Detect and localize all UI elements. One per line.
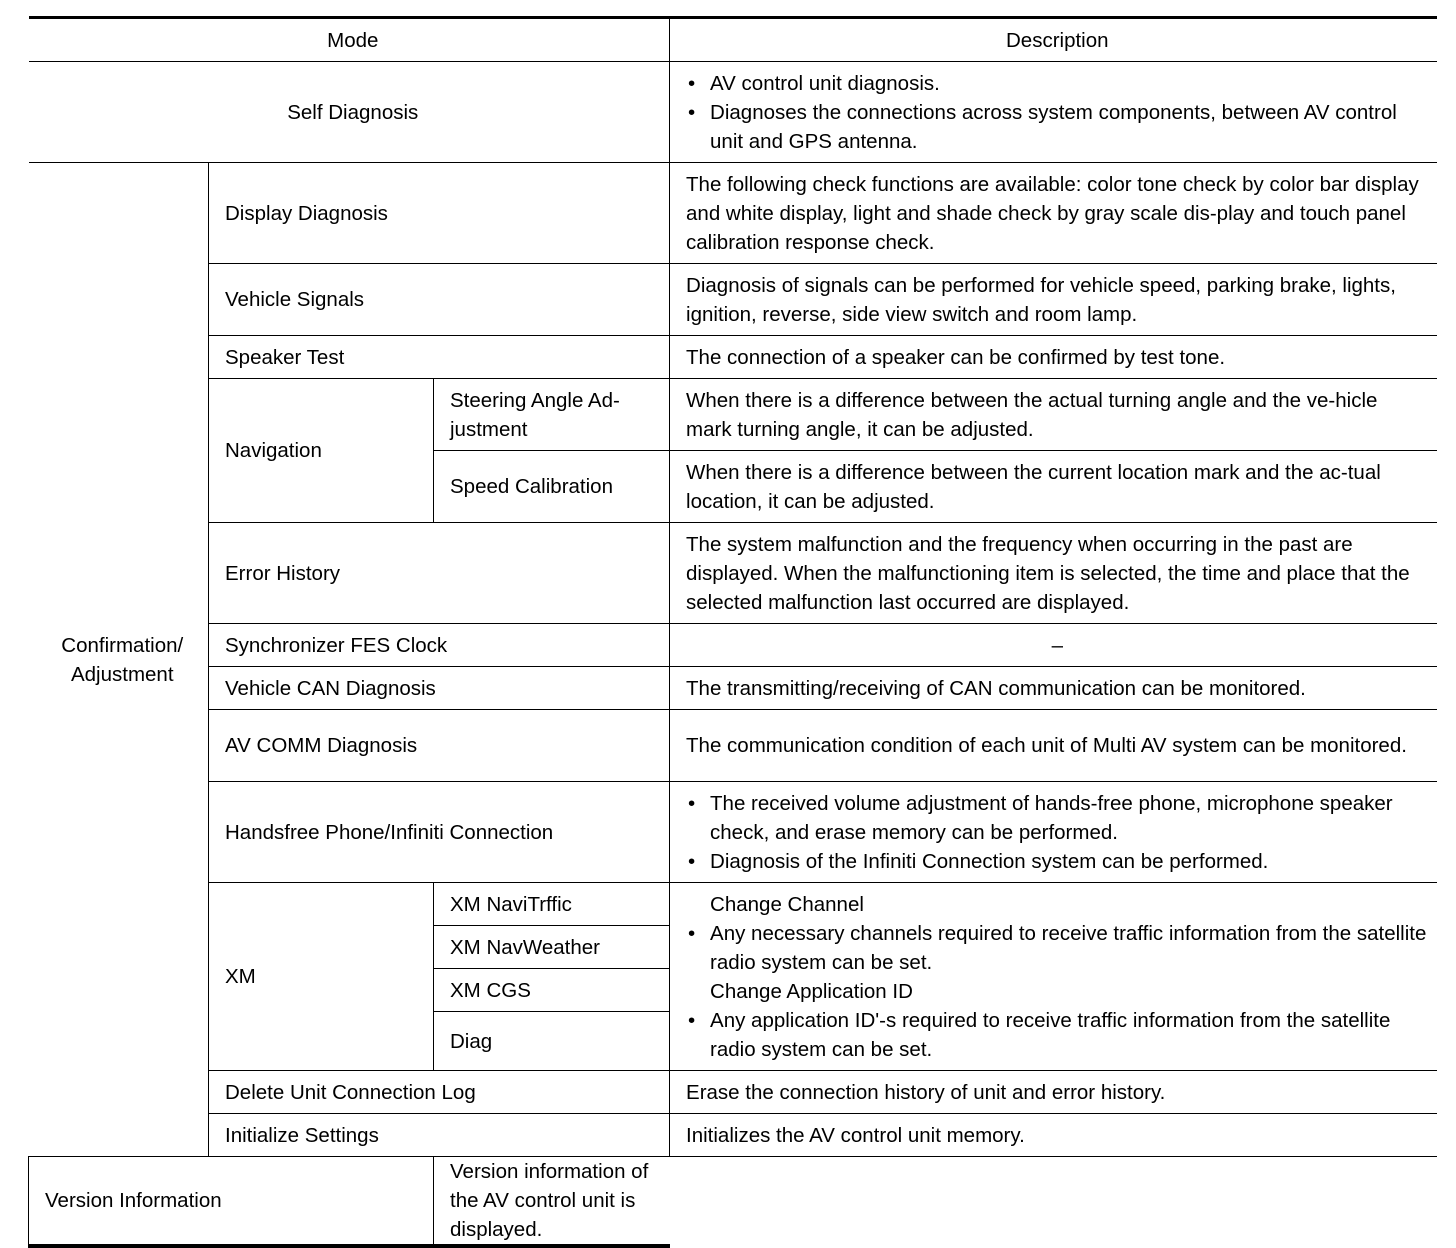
table-row [29, 264, 1437, 336]
mode-confirmation-adjustment [29, 163, 209, 1157]
header-row [29, 18, 1437, 62]
xm-change-channel: Change Channel [710, 892, 864, 916]
mode-xm-navitraffic: XM NaviTrffic [434, 883, 670, 926]
header-mode: Mode [29, 18, 670, 62]
desc-steering-angle-adjustment: When there is a difference between the actual turning angle and the ve-hicle mark turning angle, it can be adjusted. [670, 379, 1437, 451]
mode-delete-unit-connection-log: Delete Unit Connection Log [209, 1071, 670, 1114]
mode-speed-calibration: Speed Calibration [434, 451, 670, 523]
desc-version-information: Version information of the AV control unit is displayed. [434, 1157, 670, 1247]
mode-error-history: Error History [209, 523, 670, 624]
mode-version-information: Version Information [29, 1157, 434, 1247]
list-item: • Any application ID'-s required to receive traffic information from the satellite radio system can be set. [686, 1006, 1429, 1064]
mode-steering-angle-adjustment: Steering Angle Ad-justment [434, 379, 670, 451]
mode-xm: XM [209, 883, 434, 1071]
table-row [29, 336, 1437, 379]
desc-xm [670, 883, 1437, 1071]
table-row [29, 1157, 1437, 1247]
table-row [29, 163, 1437, 264]
mode-xm-diag: Diag [434, 1012, 670, 1071]
desc-vehicle-signals: Diagnosis of signals can be performed for vehicle speed, parking brake, lights, ignition, reverse, side view switch and room lamp. [670, 264, 1437, 336]
list-item: • The received volume adjustment of hands-free phone, microphone speaker check, and erase memory can be performed. [686, 789, 1429, 847]
mode-display-diagnosis: Display Diagnosis [209, 163, 670, 264]
list-item: • Any necessary channels required to receive traffic information from the satellite radio system can be set. [686, 919, 1429, 977]
table-row [29, 523, 1437, 624]
table-row [29, 667, 1437, 710]
table-row [29, 379, 1437, 451]
desc-display-diagnosis: The following check functions are available: color tone check by color bar display and white display, light and shade check by gray scale dis-play and touch panel calibration response check. [670, 163, 1437, 264]
mode-self-diagnosis: Self Diagnosis [29, 62, 670, 163]
table-row [29, 62, 1437, 163]
header-description: Description [670, 18, 1437, 62]
mode-xm-cgs: XM CGS [434, 969, 670, 1012]
list-item: • Diagnosis of the Infiniti Connection system can be performed. [686, 847, 1429, 876]
mode-synchronizer-fes-clock: Synchronizer FES Clock [209, 624, 670, 667]
mode-description-table [28, 16, 1437, 1248]
mode-vehicle-signals: Vehicle Signals [209, 264, 670, 336]
confirmation-label-line2: Adjustment [70, 662, 174, 686]
desc-speaker-test: The connection of a speaker can be confirmed by test tone. [670, 336, 1437, 379]
desc-speed-calibration: When there is a difference between the current location mark and the ac-tual location, it can be adjusted. [670, 451, 1437, 523]
list-item: • Diagnoses the connections across system components, between AV control unit and GPS antenna. [686, 98, 1429, 156]
list-item: • AV control unit diagnosis. [686, 69, 1429, 98]
mode-handsfree-phone: Handsfree Phone/Infiniti Connection [209, 782, 670, 883]
table-row [29, 782, 1437, 883]
mode-vehicle-can-diagnosis: Vehicle CAN Diagnosis [209, 667, 670, 710]
mode-initialize-settings: Initialize Settings [209, 1114, 670, 1157]
mode-speaker-test: Speaker Test [209, 336, 670, 379]
desc-vehicle-can-diagnosis: The transmitting/receiving of CAN communication can be monitored. [670, 667, 1437, 710]
table-row [29, 1071, 1437, 1114]
desc-delete-unit-connection-log: Erase the connection history of unit and error history. [670, 1071, 1437, 1114]
desc-initialize-settings: Initializes the AV control unit memory. [670, 1114, 1437, 1157]
confirmation-label-line1: Confirmation/ [61, 633, 184, 657]
table-row [29, 883, 1437, 926]
table-row [29, 1114, 1437, 1157]
mode-navigation: Navigation [209, 379, 434, 523]
desc-handsfree-phone [670, 782, 1437, 883]
xm-change-application-id: Change Application ID [710, 979, 913, 1003]
table-row [29, 710, 1437, 782]
mode-xm-navweather: XM NavWeather [434, 926, 670, 969]
desc-self-diagnosis [670, 62, 1437, 163]
mode-av-comm-diagnosis: AV COMM Diagnosis [209, 710, 670, 782]
desc-error-history: The system malfunction and the frequency when occurring in the past are displayed. When the malfunctioning item is selected, the time and place that the selected malfunction last occurred are displayed. [670, 523, 1437, 624]
desc-av-comm-diagnosis: The communication condition of each unit of Multi AV system can be monitored. [670, 710, 1437, 782]
table-row [29, 624, 1437, 667]
desc-synchronizer-fes-clock: – [670, 624, 1437, 667]
